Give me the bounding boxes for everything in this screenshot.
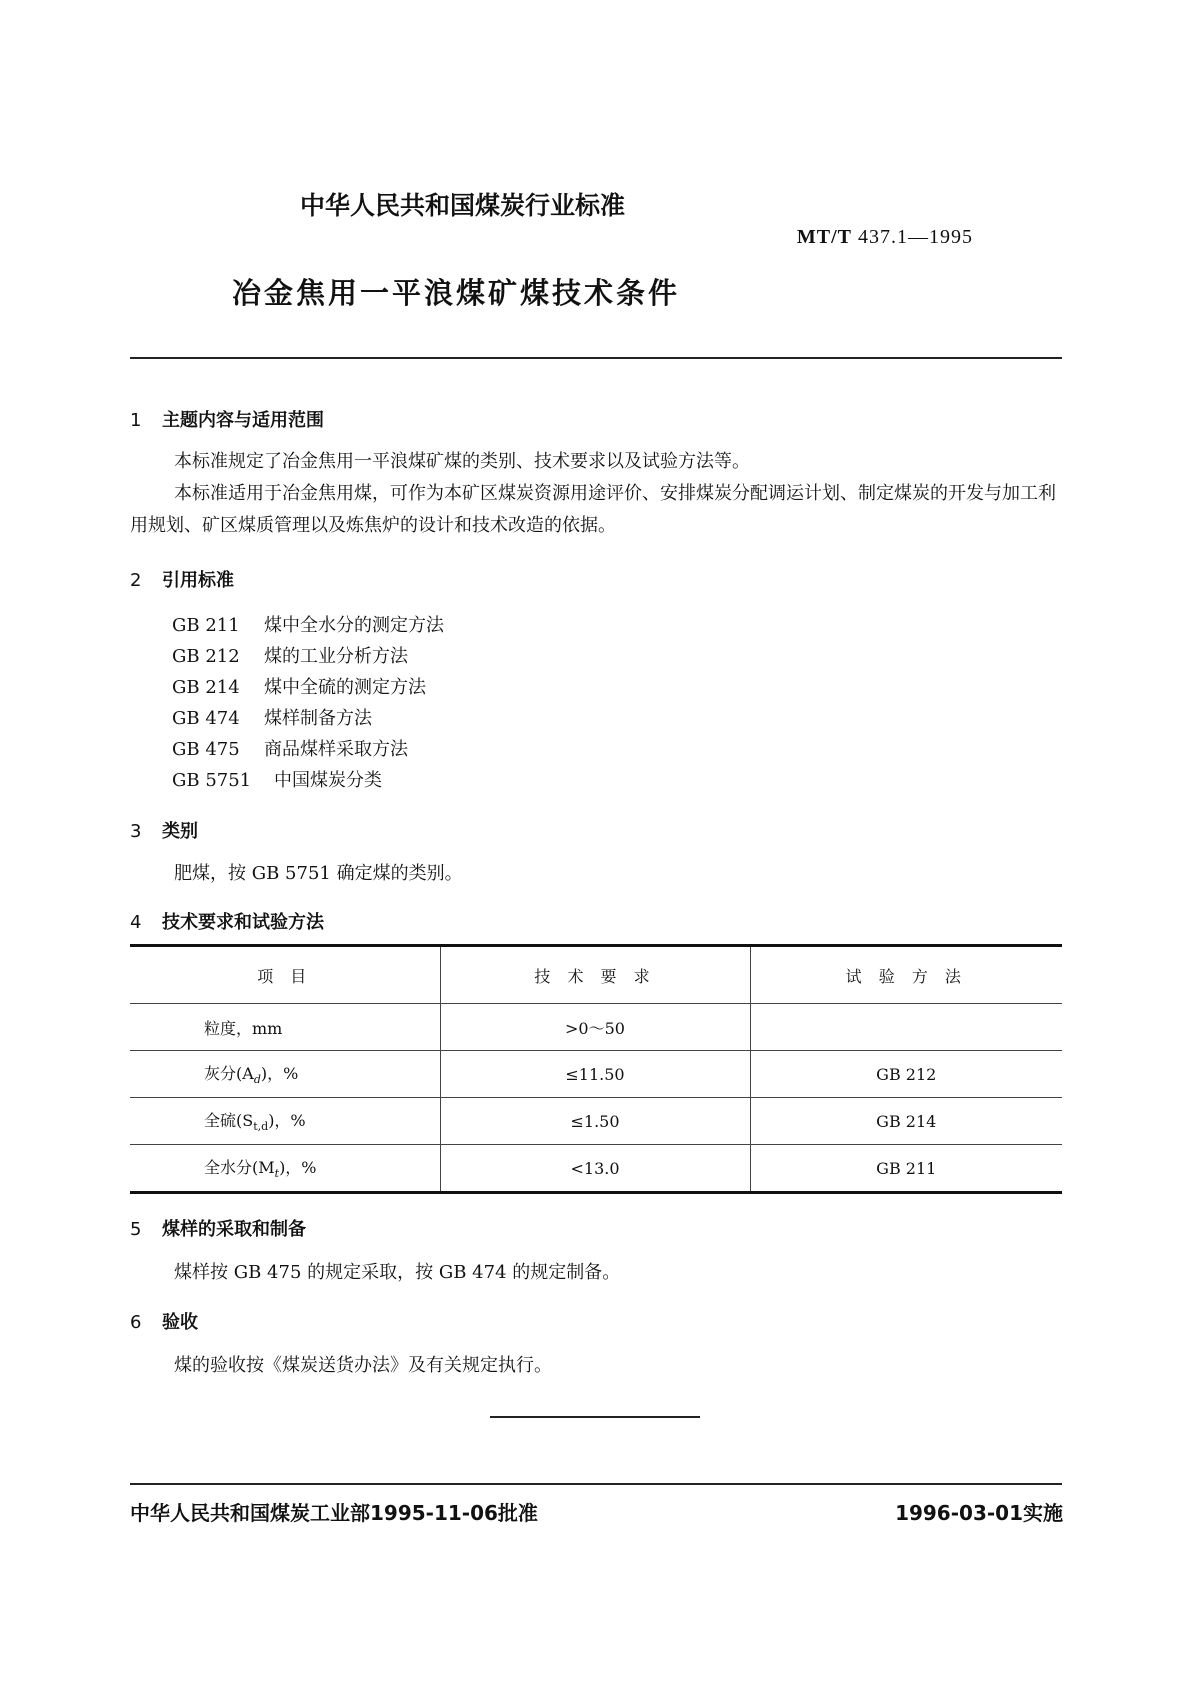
reference-item [172,673,426,699]
reference-title: 煤样制备方法 [264,708,372,729]
reference-code: GB 211 [172,615,240,636]
section-heading-1 [130,406,324,432]
table-row [130,1145,1062,1193]
footer-divider [130,1483,1062,1485]
item-label: 全硫(S [204,1111,254,1131]
section-number: 1 [130,410,142,431]
section-title: 技术要求和试验方法 [162,912,324,933]
item-unit: )，% [268,1111,306,1131]
reference-code: GB 212 [172,646,240,667]
standard-code-number: 437.1—1995 [858,226,973,248]
reference-title: 煤中全硫的测定方法 [264,677,426,698]
reference-code: GB 474 [172,708,240,729]
reference-item [172,766,382,792]
reference-item [172,642,408,668]
row-item [130,1098,440,1145]
standard-code-prefix: MT/T [796,226,852,248]
reference-item [172,611,444,637]
reference-code: GB 214 [172,677,240,698]
section5-paragraph: 煤样按 GB 475 的规定采取，按 GB 474 的规定制备。 [174,1262,621,1283]
item-label: 粒度，mm [204,1018,283,1038]
item-subscript: t,d [253,1120,269,1134]
section-number: 4 [130,912,142,933]
section-title: 引用标准 [162,570,234,591]
reference-item [172,735,408,761]
row-requirement: <13.0 [440,1145,750,1193]
table-row [130,1098,1062,1145]
effective-date: 1996-03-01实施 [895,1501,1063,1525]
end-rule [490,1416,700,1418]
section-title: 类别 [162,821,198,842]
table-header-row [130,946,1062,1004]
section-heading-4 [130,908,324,934]
section-title: 煤样的采取和制备 [162,1219,306,1240]
item-subscript: d [253,1073,261,1087]
column-header-requirement: 技 术 要 求 [440,946,750,1004]
column-header-method: 试 验 方 法 [750,946,1062,1004]
section-heading-3 [130,817,198,843]
reference-code: GB 5751 [172,770,252,791]
table-row [130,1051,1062,1098]
section-number: 3 [130,821,142,842]
item-unit: )，% [279,1158,317,1178]
row-method: GB 212 [750,1051,1062,1098]
column-header-item: 项 目 [130,946,440,1004]
row-requirement: >0～50 [440,1004,750,1051]
section-number: 2 [130,570,142,591]
section-heading-6 [130,1308,198,1334]
row-item [130,1145,440,1193]
reference-title: 煤的工业分析方法 [264,646,408,667]
item-label: 全水分(M [204,1158,275,1178]
reference-title: 商品煤样采取方法 [264,739,408,760]
section6-paragraph: 煤的验收按《煤炭送货办法》及有关规定执行。 [174,1355,552,1376]
row-method [750,1004,1062,1051]
row-item [130,1051,440,1098]
section-title: 验收 [162,1312,198,1333]
item-subscript: t [274,1167,280,1181]
reference-title: 中国煤炭分类 [274,770,382,791]
row-item [130,1004,440,1051]
reference-item [172,704,372,730]
item-label: 灰分(A [204,1064,254,1084]
approval-line: 中华人民共和国煤炭工业部1995-11-06批准 [130,1501,538,1525]
standard-code [797,226,973,249]
section-number: 6 [130,1312,142,1333]
row-method: GB 211 [750,1145,1062,1193]
requirements-table [130,944,1062,1194]
section3-paragraph: 肥煤，按 GB 5751 确定煤的类别。 [174,863,463,884]
section-heading-2 [130,566,234,592]
table-row [130,1004,1062,1051]
section1-paragraph-2: 本标准适用于冶金焦用煤，可作为本矿区煤炭资源用途评价、安排煤炭分配调运计划、制定煤炭的开发与加工利用规划、矿区煤质管理以及炼焦炉的设计和技术改造的依据。 [130,483,1056,536]
section-heading-5 [130,1215,306,1241]
row-requirement: ≤11.50 [440,1051,750,1098]
reference-code: GB 475 [172,739,240,760]
reference-title: 煤中全水分的测定方法 [264,615,444,636]
item-unit: )，% [260,1064,299,1084]
doc-title: 冶金焦用一平浪煤矿煤技术条件 [232,276,681,310]
row-requirement: ≤1.50 [440,1098,750,1145]
section1-paragraph-1: 本标准规定了冶金焦用一平浪煤矿煤的类别、技术要求以及试验方法等。 [174,451,750,472]
title-divider [130,357,1062,359]
org-title: 中华人民共和国煤炭行业标准 [300,191,626,220]
row-method: GB 214 [750,1098,1062,1145]
section-title: 主题内容与适用范围 [162,410,324,431]
section-number: 5 [130,1219,142,1240]
